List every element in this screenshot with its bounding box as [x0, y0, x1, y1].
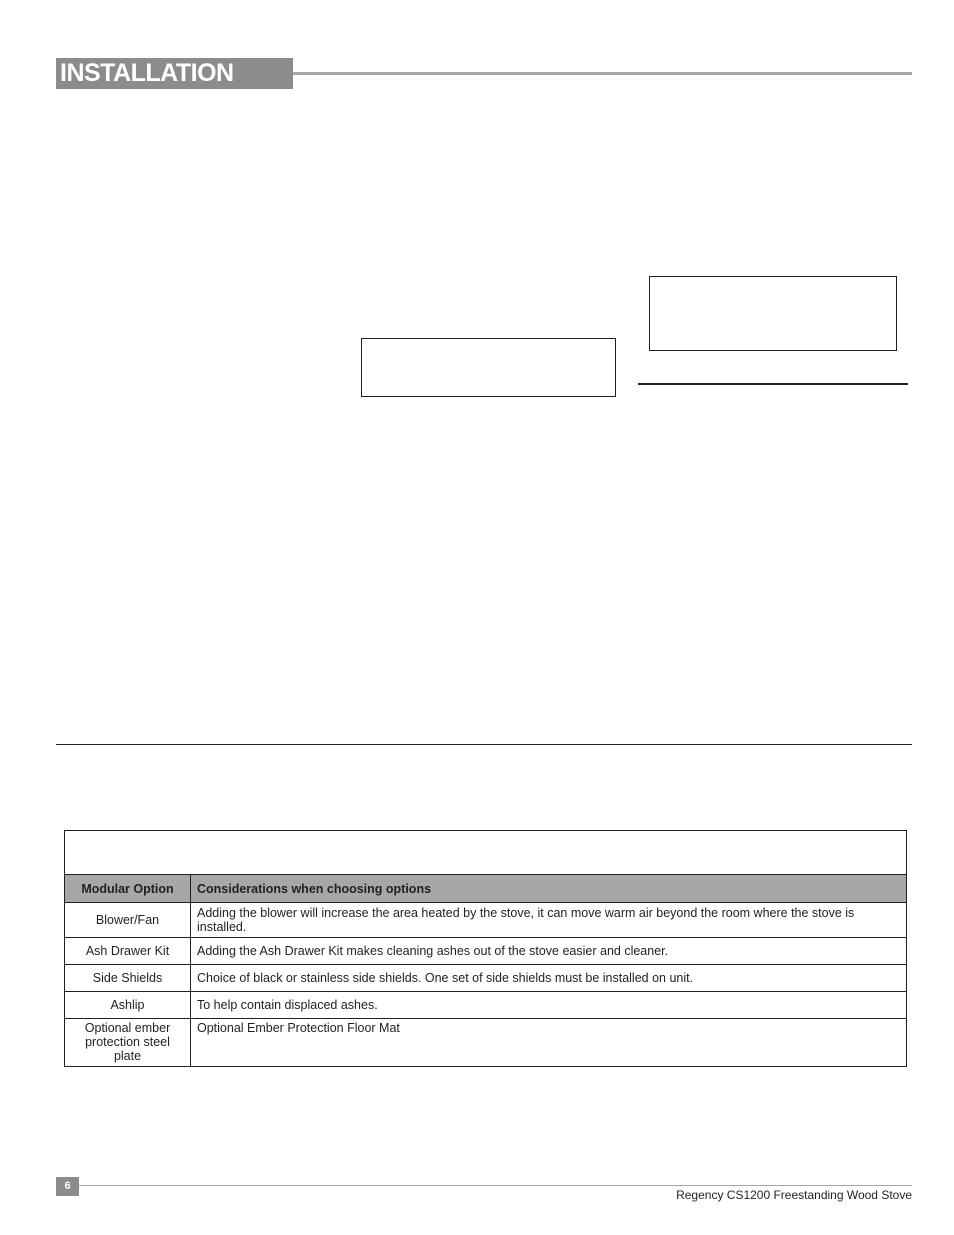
- table-row: [65, 1019, 907, 1067]
- empty-text-box: [361, 338, 616, 397]
- consideration-cell: Adding the blower will increase the area heated by the stove, it can move warm air beyond the room where the stove is installed.: [191, 903, 907, 938]
- section-divider: [56, 744, 912, 745]
- table-row: [65, 938, 907, 965]
- option-cell: Blower/Fan: [65, 903, 191, 938]
- page-number: 6: [56, 1177, 79, 1196]
- option-cell: Side Shields: [65, 965, 191, 992]
- table-caption: [65, 831, 907, 875]
- column-header-considerations: Considerations when choosing options: [191, 875, 907, 903]
- table-row: [65, 903, 907, 938]
- consideration-cell: Choice of black or stainless side shields. One set of side shields must be installed on unit.: [191, 965, 907, 992]
- footer-rule: [79, 1185, 912, 1186]
- empty-text-box: [649, 276, 897, 351]
- column-header-option: Modular Option: [65, 875, 191, 903]
- footer-product-title: Regency CS1200 Freestanding Wood Stove: [676, 1188, 912, 1202]
- page-title: INSTALLATION: [60, 59, 234, 87]
- consideration-cell: Optional Ember Protection Floor Mat: [191, 1019, 907, 1067]
- modular-options-table: [64, 830, 907, 1067]
- table-row: [65, 992, 907, 1019]
- consideration-cell: To help contain displaced ashes.: [191, 992, 907, 1019]
- table-row: [65, 965, 907, 992]
- divider-line: [638, 383, 908, 385]
- option-cell: Ash Drawer Kit: [65, 938, 191, 965]
- option-cell: Optional ember protection steel plate: [65, 1019, 191, 1067]
- header-rule: [293, 72, 912, 75]
- section-header: [56, 58, 293, 89]
- option-cell: Ashlip: [65, 992, 191, 1019]
- consideration-cell: Adding the Ash Drawer Kit makes cleaning ashes out of the stove easier and cleaner.: [191, 938, 907, 965]
